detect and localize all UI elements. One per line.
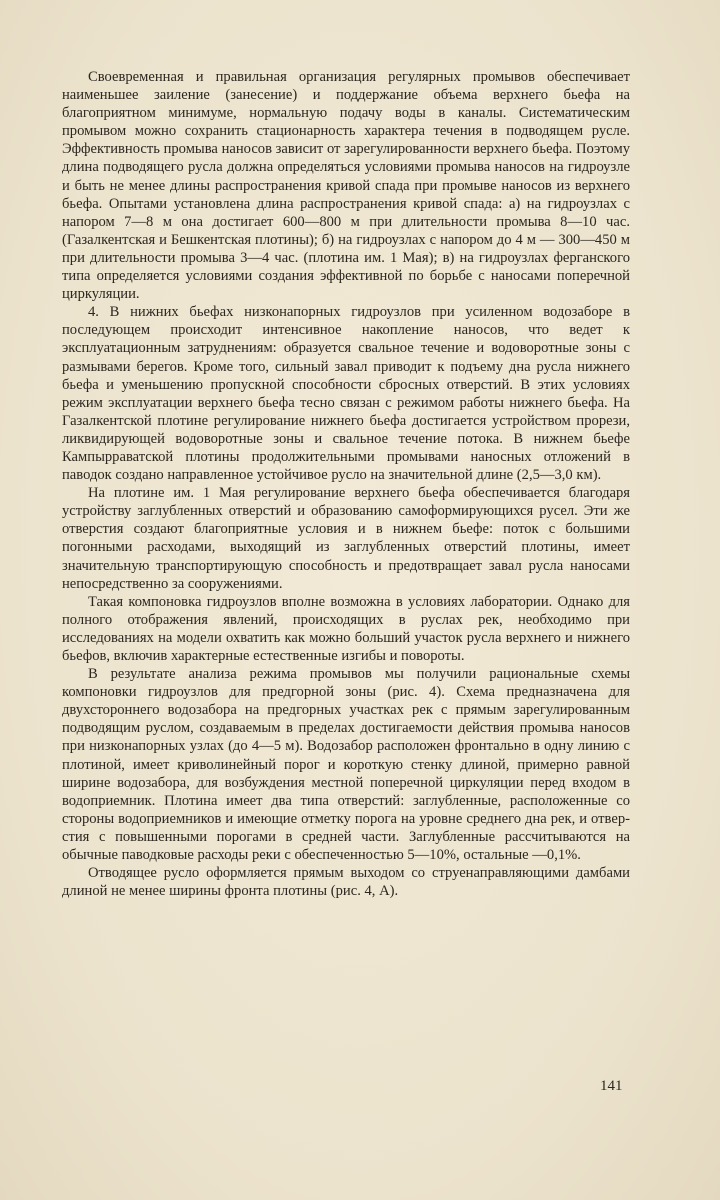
paragraph-1: Своевременная и правильная организация регулярных промывов обеспечивает наименьшее заиление (занесение) и поддержание объема верхнего бьефа на благоприятном минимуме, нормальную подачу воды в каналы. Систематическим промывом можно сохранить стационарность характера течения в подводящем русле. Эффективность промыва наносов зависит от зарегулированности верхнего бьефа. Поэтому длина подводящего русла должна определяться условиями промыва наносов на гидроузле и быть не менее длины распространения кривой спада при промыве наносов из верхнего бьефа. Опытами установлена длина распространения кривой спада: а) на гидроузлах с напором 7—8 м она достигает 600—800 м при длительности промыва 8—10 час. (Газалкентская и Бешкентская плотины); б) на гидроузлах с напором до 4 м — 300—450 м при длительности промыва 3—4 час. (плотина им. 1 Мая); в) на гидроузлах ферганского типа определяется условиями создания эффективной по борьбе с наносами поперечной циркуляции. [62,69,630,303]
paragraph-6: Отводящее русло оформляется прямым выходом со струенаправляющими дамбами длиной не менее ширины фронта плотины (рис. 4, А). [62,865,630,900]
body-text [62,68,630,900]
page-number: 141 [600,1078,623,1094]
paragraph-5: В результате анализа режима промывов мы получили рациональные схемы компоновки гидроузлов для предгорной зоны (рис. 4). Схема предназначена для двухстороннего водозабора на предгорных участках рек с прямым зарегулированным подводящим руслом, создаваемым в пределах достигаемости действия промыва наносов при низконапорных узлах (до 4—5 м). Водозабор расположен фронтально в одну линию с плотиной, имеет криволинейный порог и короткую стенку длиной, примерно равной ширине водозабора, для возбуждения местной поперечной циркуляции перед входом в водоприемник. Плотина имеет два типа отверстий: заглубленные, расположенные со стороны водоприемников и имеющие отметку порога на уровне среднего дна рек, и отверстия с повышенными порогами в средней части. Заглубленные рассчитываются на обычные паводковые расходы реки с обеспеченностью 5—10%, остальные —0,1%. [62,666,630,864]
paragraph-2: 4. В нижних бьефах низконапорных гидроузлов при усиленном водозаборе в последующем происходит интенсивное накопление наносов, что ведет к эксплуатационным затруднениям: образуется свальное течение и водоворотные зоны с размывами берегов. Кроме того, сильный завал приводит к подъему дна русла нижнего бьефа и уменьшению пропускной способности сбросных отверстий. В этих условиях режим эксплуатации верхнего бьефа тесно связан с режимом работы нижнего бьефа. На Газалкентской плотине регулирование нижнего бьефа достигается устройством прорези, ликвидирующей водоворотные зоны и свальное течение потока. В нижнем бьефе Кампырраватской плотины продолжительными промывами наносных отложений в паводок создано направленное устойчивое русло на значительной длине (2,5—3,0 км). [62,304,630,484]
paragraph-3: На плотине им. 1 Мая регулирование верхнего бьефа обеспечивается благодаря устройству заглубленных отверстий и образованию самоформирующихся русел. Эти же отверстия создают благоприятные условия и в нижнем бьефе: поток с большими погонными расходами, выходящий из заглубленных отверстий плотины, имеет значительную транспортирующую способность и предотвращает завал русла наносами непосредственно за сооружениями. [62,485,630,592]
paragraph-4: Такая компоновка гидроузлов вполне возможна в условиях лаборатории. Однако для полного отображения явлений, происходящих в руслах рек, необходимо при исследованиях на модели охватить как можно больший участок русла верхнего и нижнего бьефов, включив характерные естественные изгибы и повороты. [62,593,630,664]
